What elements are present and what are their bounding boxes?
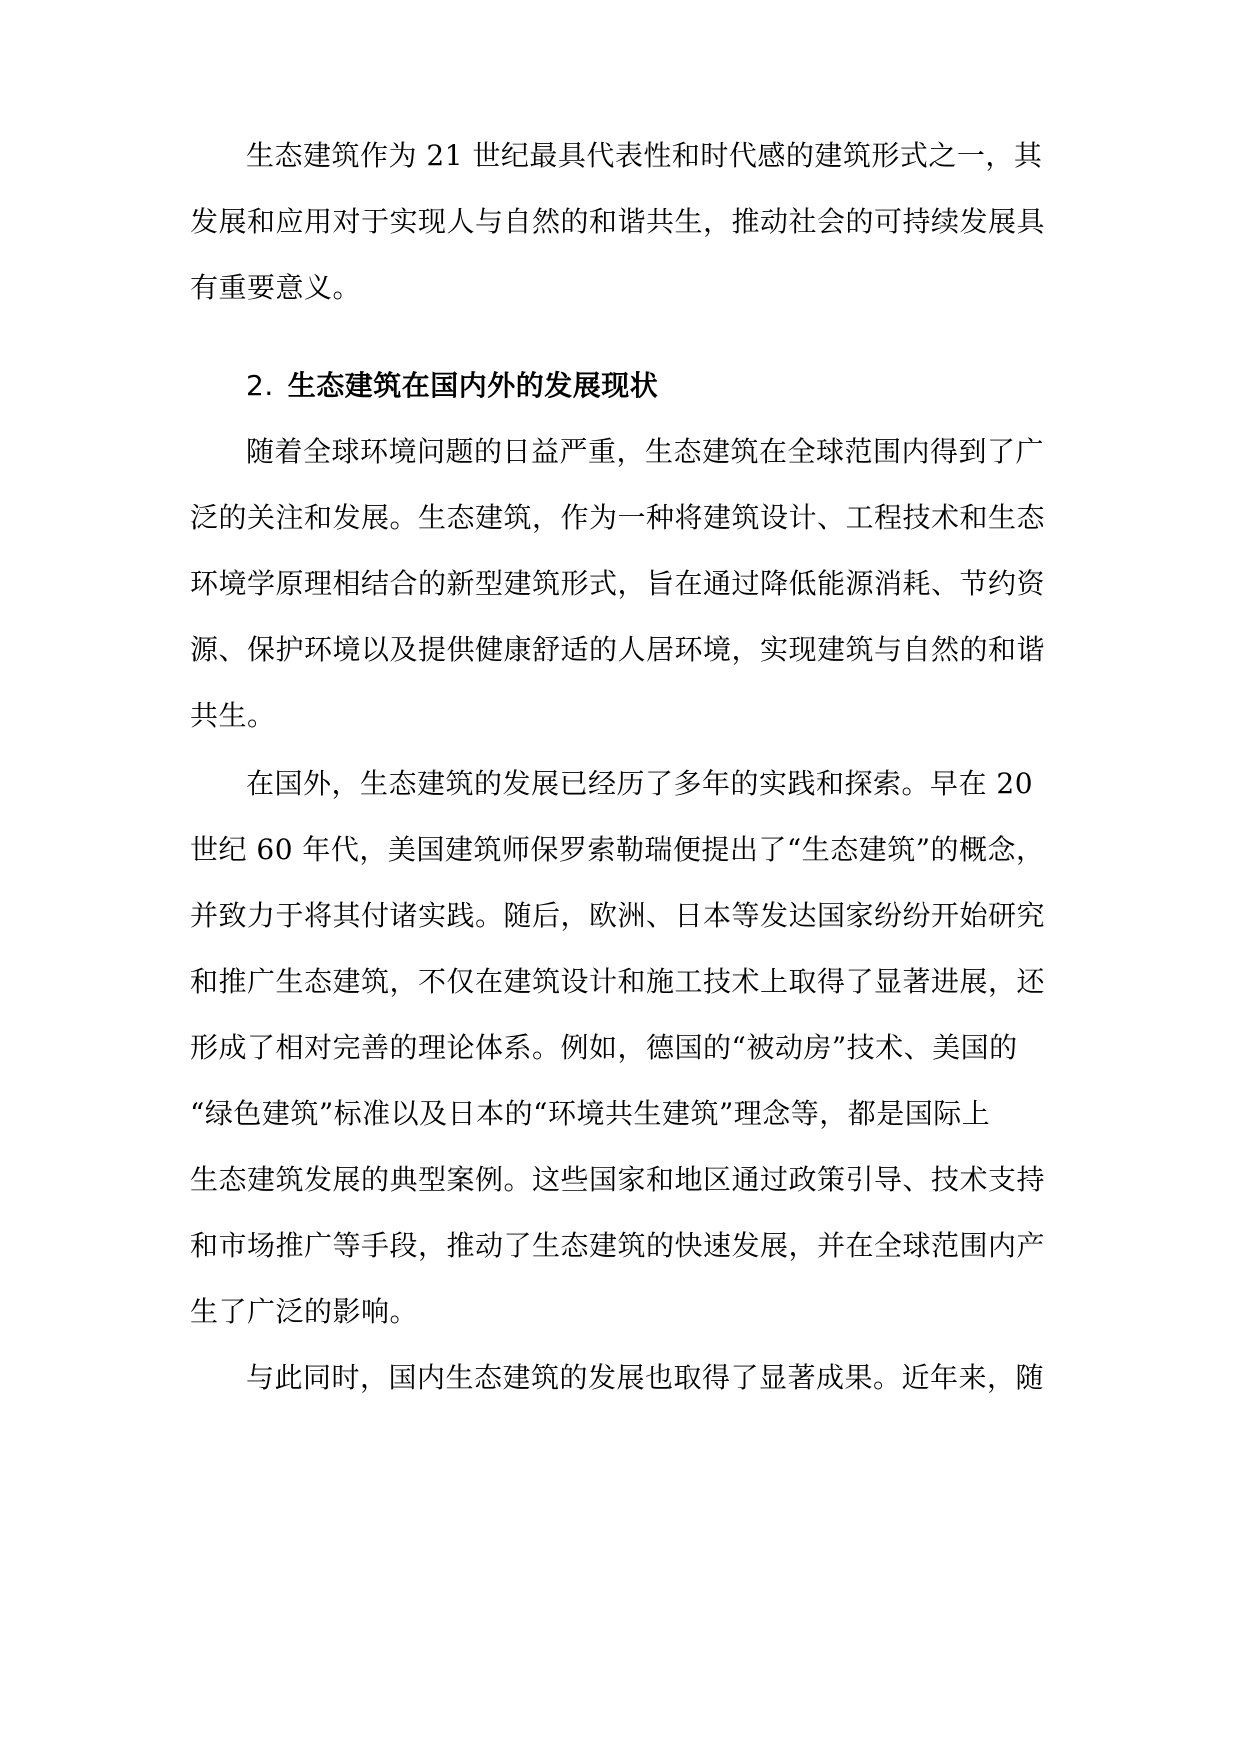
paragraph-1-line-2: 发展和应用对于实现人与自然的和谐共生，推动社会的可持续发展具 — [190, 205, 1046, 238]
paragraph-2-line-1: 随着全球环境问题的日益严重，生态建筑在全球范围内得到了广 — [246, 435, 1045, 468]
paragraph-3-line-3: 并致力于将其付诸实践。随后，欧洲、日本等发达国家纷纷开始研究 — [190, 899, 1046, 932]
paragraph-3-line-6: “绿色建筑”标准以及日本的“环境共生建筑”理念等，都是国际上 — [190, 1097, 991, 1130]
section-number: 2. — [246, 369, 274, 402]
paragraph-2-line-5: 共生。 — [190, 699, 276, 732]
paragraph-3-line-5: 形成了相对完善的理论体系。例如，德国的“被动房”技术、美国的 — [190, 1031, 1018, 1064]
paragraph-2-line-4: 源、保护环境以及提供健康舒适的人居环境，实现建筑与自然的和谐 — [190, 633, 1046, 666]
paragraph-3-line-1: 在国外，生态建筑的发展已经历了多年的实践和探索。早在 20 — [246, 767, 1034, 800]
section-heading — [246, 366, 658, 406]
paragraph-3-line-8: 和市场推广等手段，推动了生态建筑的快速发展，并在全球范围内产 — [190, 1229, 1046, 1262]
paragraph-3-line-7: 生态建筑发展的典型案例。这些国家和地区通过政策引导、技术支持 — [190, 1163, 1046, 1196]
paragraph-1-line-1: 生态建筑作为 21 世纪最具代表性和时代感的建筑形式之一，其 — [246, 139, 1043, 172]
section-title: 生态建筑在国内外的发展现状 — [287, 369, 659, 402]
paragraph-3-line-4: 和推广生态建筑，不仅在建筑设计和施工技术上取得了显著进展，还 — [190, 965, 1046, 998]
paragraph-2-line-3: 环境学原理相结合的新型建筑形式，旨在通过降低能源消耗、节约资 — [190, 567, 1046, 600]
paragraph-2-line-2: 泛的关注和发展。生态建筑，作为一种将建筑设计、工程技术和生态 — [190, 501, 1046, 534]
paragraph-4-line-1: 与此同时，国内生态建筑的发展也取得了显著成果。近年来，随 — [246, 1361, 1045, 1394]
paragraph-3-line-2: 世纪 60 年代，美国建筑师保罗索勒瑞便提出了“生态建筑”的概念， — [190, 833, 1045, 866]
paragraph-1-line-3: 有重要意义。 — [190, 271, 362, 304]
paragraph-3-line-9: 生了广泛的影响。 — [190, 1295, 419, 1328]
